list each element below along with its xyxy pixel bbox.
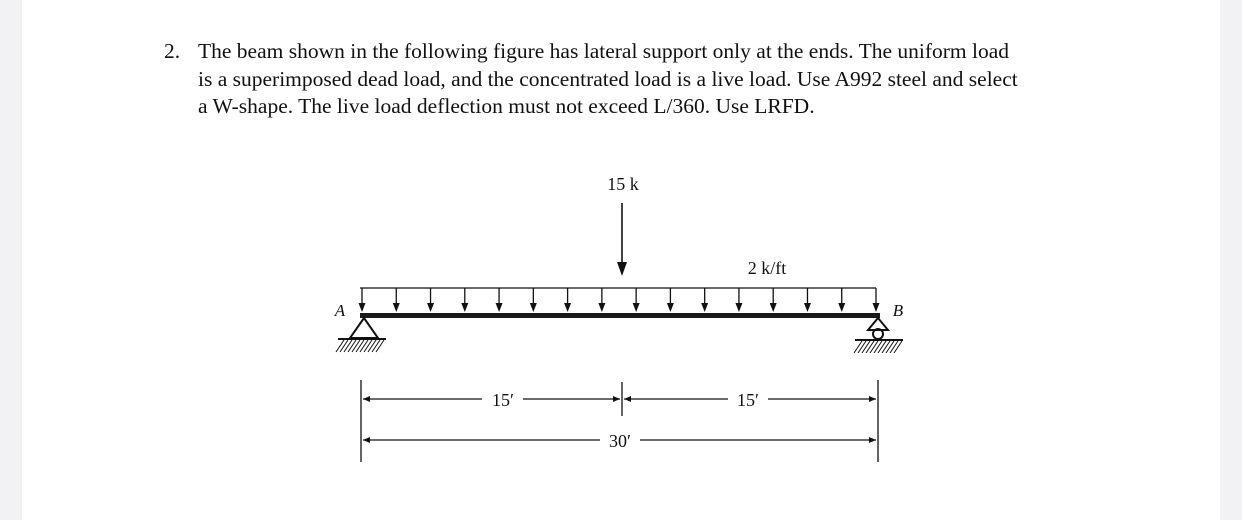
distributed-load-arrow xyxy=(393,288,400,312)
ground-hatch-b xyxy=(854,341,902,353)
distributed-load-arrow xyxy=(598,288,605,312)
distributed-load-arrow xyxy=(427,288,434,312)
problem-number: 2. xyxy=(164,39,181,63)
ground-hatch-a xyxy=(336,340,384,352)
distributed-load xyxy=(359,288,880,312)
support-b-label: B xyxy=(892,301,904,320)
distributed-load-arrow xyxy=(701,288,708,312)
uniform-load-label: 2 k/ft xyxy=(747,258,787,278)
distributed-load-arrow xyxy=(804,288,811,312)
distributed-load-arrow xyxy=(496,288,503,312)
distributed-load-arrow xyxy=(770,288,777,312)
distributed-load-arrow xyxy=(838,288,845,312)
dimension-total-label: 30′ xyxy=(609,431,631,451)
support-a-label: A xyxy=(334,301,346,320)
dimension-right-label: 15′ xyxy=(737,390,759,410)
beam xyxy=(360,313,880,318)
distributed-load-arrow xyxy=(735,288,742,312)
distributed-load-arrow xyxy=(873,288,880,312)
distributed-load-arrow xyxy=(564,288,571,312)
roller-support-b xyxy=(854,318,903,353)
distributed-load-arrow xyxy=(667,288,674,312)
distributed-load-arrow xyxy=(530,288,537,312)
concentrated-load-arrow xyxy=(617,203,627,276)
distributed-load-arrow xyxy=(359,288,366,312)
problem-line-3: a W-shape. The live load deflection must not exceed L/360. Use LRFD. xyxy=(198,94,815,118)
problem-line-1: The beam shown in the following figure has lateral support only at the ends. The uniform load xyxy=(198,39,1010,63)
dimension-left-label: 15′ xyxy=(492,390,514,410)
problem-line-2: is a superimposed dead load, and the concentrated load is a live load. Use A992 steel and select xyxy=(198,66,1018,91)
distributed-load-arrow xyxy=(633,288,640,312)
concentrated-load-label: 15 k xyxy=(607,174,639,194)
pin-support-a xyxy=(336,318,386,352)
distributed-load-arrow xyxy=(461,288,468,312)
